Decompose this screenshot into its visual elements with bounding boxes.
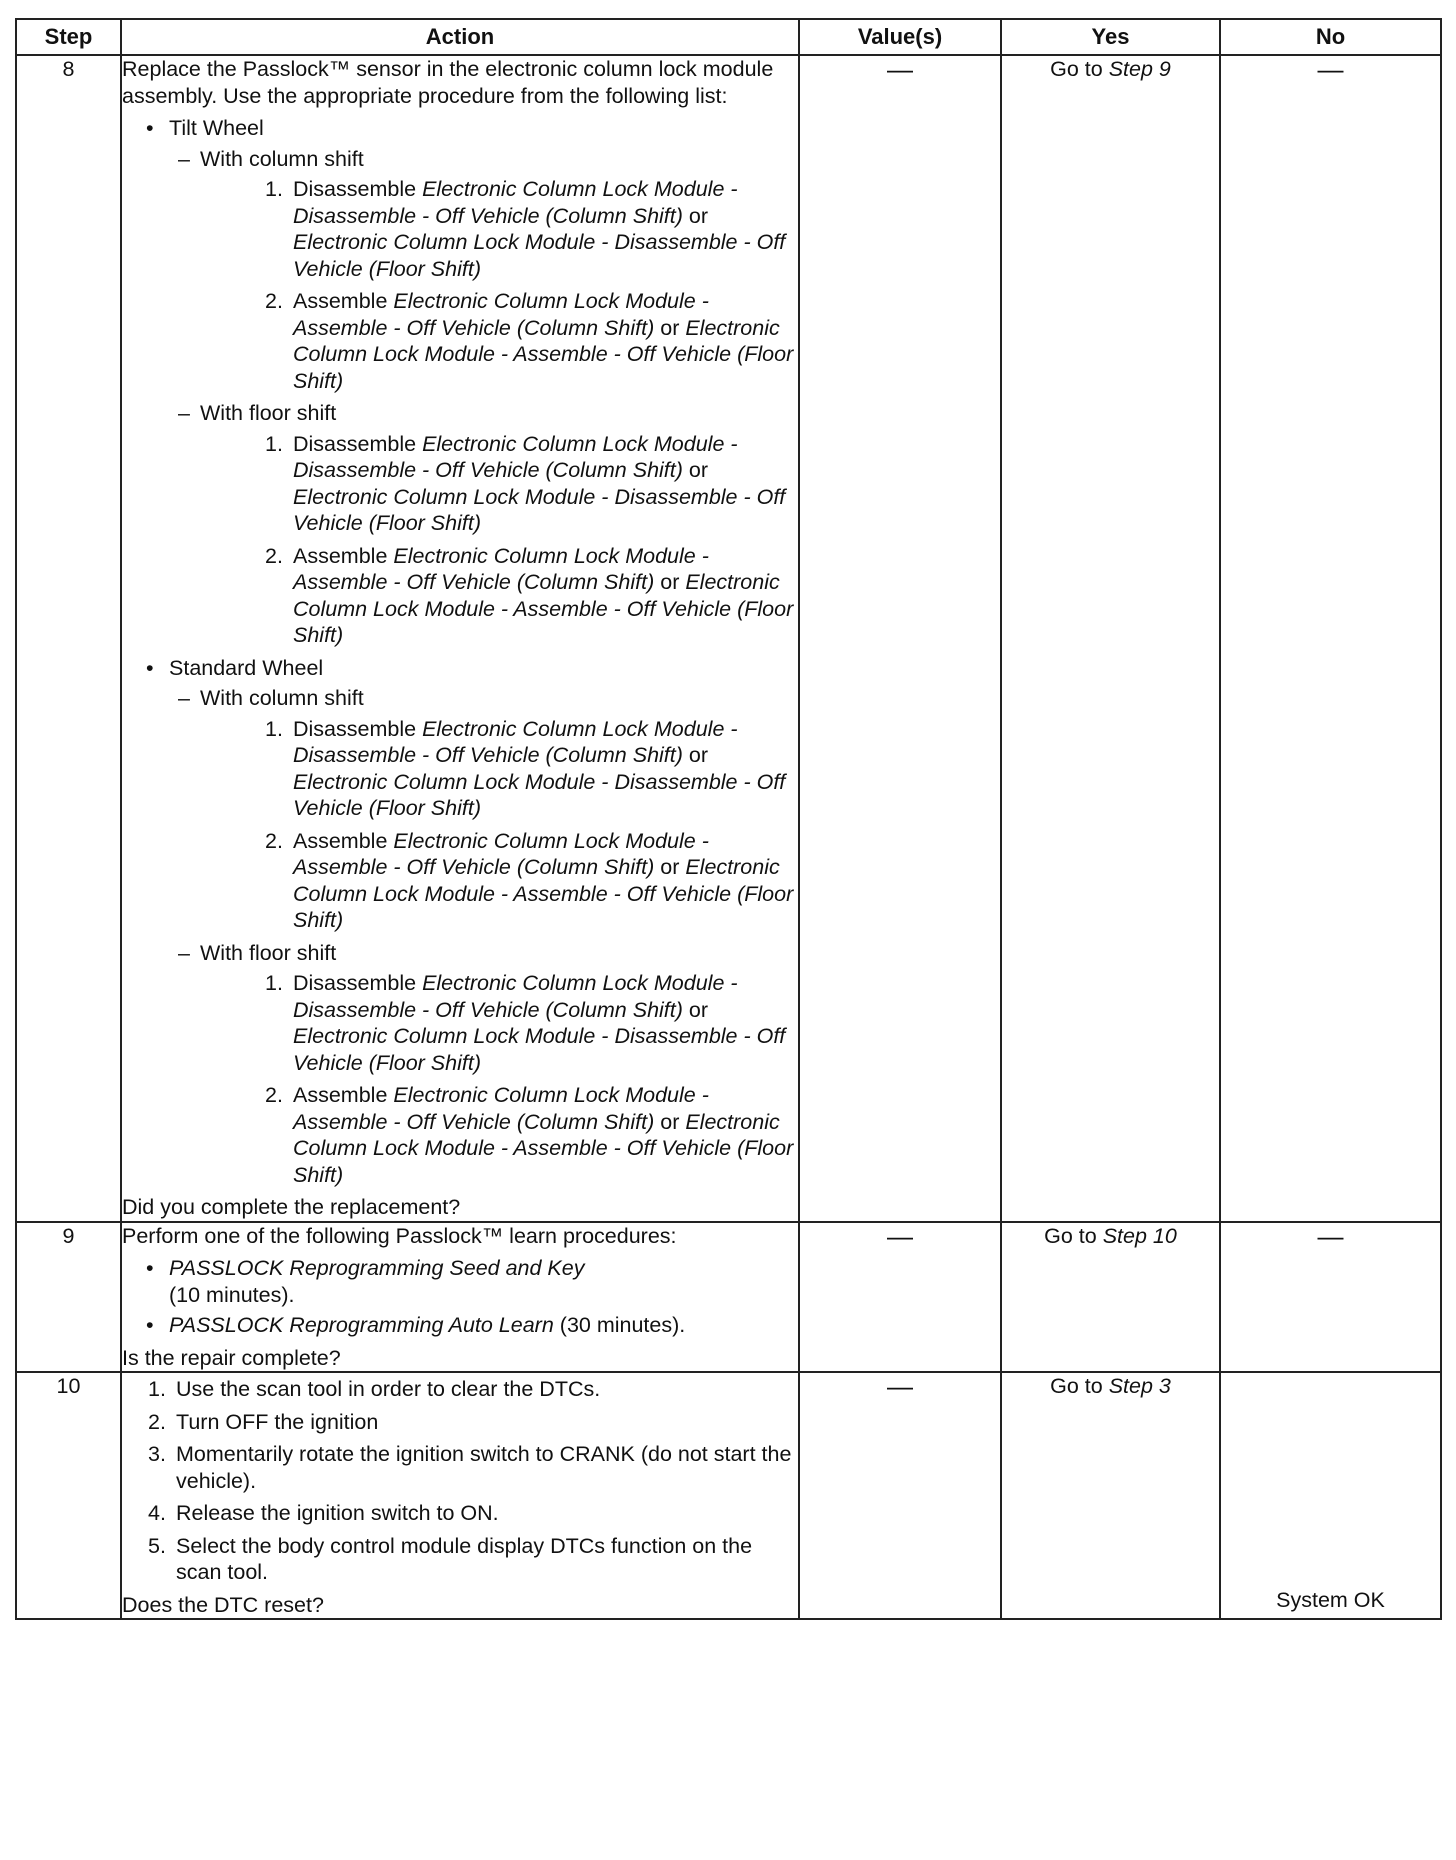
wheel-type-label: Tilt Wheel: [169, 116, 264, 140]
cross-reference[interactable]: Electronic Column Lock Module - Disassemble - Off Vehicle (Floor Shift): [293, 1024, 786, 1075]
shift-type-label: With column shift: [200, 146, 364, 171]
list-item: • PASSLOCK Reprogramming Seed and Key (10 minutes).: [146, 1256, 585, 1307]
dash-icon: –: [178, 686, 190, 710]
action-question: Is the repair complete?: [122, 1345, 341, 1370]
dash-icon: –: [178, 401, 190, 425]
bullet-icon: •: [146, 1256, 154, 1280]
list-item: 4. Release the ignition switch to ON.: [148, 1501, 499, 1525]
header-row: [16, 19, 1441, 55]
yes-cell: Go to Step 3: [1001, 1372, 1220, 1619]
header-yes: Yes: [1001, 19, 1220, 55]
cross-reference[interactable]: PASSLOCK Reprogramming Auto Learn: [169, 1313, 554, 1337]
table-row-step-10: [16, 1372, 1441, 1619]
list-item: • PASSLOCK Reprogramming Auto Learn (30 minutes).: [146, 1313, 686, 1337]
table-row-step-9: [16, 1222, 1441, 1373]
cross-reference[interactable]: Electronic Column Lock Module - Assemble - Off Vehicle (Floor Shift): [293, 315, 794, 393]
cross-reference[interactable]: Electronic Column Lock Module - Assemble - Off Vehicle (Floor Shift): [293, 570, 794, 647]
shift-type-label: With column shift: [200, 686, 364, 710]
cross-reference[interactable]: Electronic Column Lock Module - Assemble - Off Vehicle (Column Shift): [293, 289, 709, 340]
cross-reference[interactable]: Electronic Column Lock Module - Disassemble - Off Vehicle (Column Shift): [293, 177, 738, 228]
cross-reference[interactable]: Electronic Column Lock Module - Disassemble - Off Vehicle (Floor Shift): [293, 769, 786, 820]
header-step: Step: [16, 19, 121, 55]
cross-reference[interactable]: Electronic Column Lock Module - Assemble - Off Vehicle (Column Shift): [293, 1083, 709, 1134]
cross-reference[interactable]: Electronic Column Lock Module - Assemble - Off Vehicle (Column Shift): [293, 543, 709, 594]
go-to-step-link[interactable]: Step 10: [1102, 1223, 1177, 1248]
cross-reference[interactable]: Electronic Column Lock Module - Assemble - Off Vehicle (Floor Shift): [293, 1109, 794, 1187]
value-cell: —: [799, 1222, 1001, 1373]
go-to-step-link[interactable]: Step 3: [1108, 1374, 1171, 1398]
cross-reference[interactable]: PASSLOCK Reprogramming Seed and Key: [169, 1256, 585, 1280]
cross-reference[interactable]: Electronic Column Lock Module - Assemble - Off Vehicle (Column Shift): [293, 828, 709, 879]
shift-type-label: With floor shift: [200, 940, 337, 965]
dash-icon: –: [178, 940, 190, 965]
value-cell: —: [799, 1372, 1001, 1619]
yes-cell: Go to Step 9: [1001, 55, 1220, 1222]
list-item: 2. Turn OFF the ignition: [148, 1409, 379, 1434]
cross-reference[interactable]: Electronic Column Lock Module - Disassemble - Off Vehicle (Column Shift): [293, 431, 738, 482]
dash-icon: –: [178, 146, 190, 171]
cross-reference[interactable]: Electronic Column Lock Module - Disassemble - Off Vehicle (Column Shift): [293, 716, 738, 767]
bullet-icon: •: [146, 116, 154, 140]
action-question: Did you complete the replacement?: [122, 1195, 461, 1219]
action-cell: [121, 55, 799, 1222]
action-intro: Perform one of the following Passlock™ learn procedures:: [122, 1223, 677, 1248]
bullet-icon: •: [146, 1313, 154, 1337]
no-cell: System OK: [1220, 1372, 1441, 1619]
list-item: 1. Use the scan tool in order to clear the DTCs.: [148, 1377, 601, 1401]
cross-reference[interactable]: Electronic Column Lock Module - Disassemble - Off Vehicle (Column Shift): [293, 971, 738, 1022]
list-item: 2. Assemble Electronic Column Lock Module - Assemble - Off Vehicle (Column Shift) or Electronic Column Lock Module - Assemble - Off Vehicle (Floor Shift): [265, 543, 794, 647]
wheel-type-label: Standard Wheel: [169, 655, 324, 680]
shift-type-label: With floor shift: [200, 401, 337, 425]
list-item: 1. Disassemble Electronic Column Lock Module - Disassemble - Off Vehicle (Column Shift) or Electronic Column Lock Module - Disassemble - Off Vehicle (Floor Shift): [265, 716, 786, 820]
list-item: 1. Disassemble Electronic Column Lock Module - Disassemble - Off Vehicle (Column Shift) or Electronic Column Lock Module - Disassemble - Off Vehicle (Floor Shift): [265, 971, 786, 1075]
list-item: [122, 115, 798, 142]
go-to-step-link[interactable]: Step 9: [1108, 57, 1171, 81]
step-number: 10: [16, 1372, 121, 1619]
cross-reference[interactable]: Electronic Column Lock Module - Disassemble - Off Vehicle (Floor Shift): [293, 230, 786, 281]
action-cell: [121, 1372, 799, 1619]
cross-reference[interactable]: Electronic Column Lock Module - Assemble - Off Vehicle (Floor Shift): [293, 855, 794, 932]
list-item: 2. Assemble Electronic Column Lock Module - Assemble - Off Vehicle (Column Shift) or Electronic Column Lock Module - Assemble - Off Vehicle (Floor Shift): [265, 289, 794, 393]
list-item: 1. Disassemble Electronic Column Lock Module - Disassemble - Off Vehicle (Column Shift) or Electronic Column Lock Module - Disassemble - Off Vehicle (Floor Shift): [265, 431, 786, 535]
cross-reference[interactable]: Electronic Column Lock Module - Disassemble - Off Vehicle (Floor Shift): [293, 484, 786, 535]
no-cell: —: [1220, 1222, 1441, 1373]
action-intro: Replace the Passlock™ sensor in the electronic column lock module assembly. Use the appropriate procedure from the following list:: [122, 57, 774, 108]
header-values: Value(s): [799, 19, 1001, 55]
list-item: 3. Momentarily rotate the ignition switch to CRANK (do not start the vehicle).: [148, 1442, 792, 1493]
step-number: 8: [16, 55, 121, 1222]
step-number: 9: [16, 1222, 121, 1373]
action-cell: [121, 1222, 799, 1373]
list-item: 2. Assemble Electronic Column Lock Module - Assemble - Off Vehicle (Column Shift) or Electronic Column Lock Module - Assemble - Off Vehicle (Floor Shift): [265, 1083, 794, 1187]
list-item: [122, 685, 798, 712]
yes-cell: Go to Step 10: [1001, 1222, 1220, 1373]
list-item: 1. Disassemble Electronic Column Lock Module - Disassemble - Off Vehicle (Column Shift) or Electronic Column Lock Module - Disassemble - Off Vehicle (Floor Shift): [265, 177, 786, 281]
table-row-step-8: [16, 55, 1441, 1222]
header-no: No: [1220, 19, 1441, 55]
bullet-icon: •: [146, 655, 154, 680]
diagnostic-procedure-table: [15, 18, 1442, 1620]
list-item: 5. Select the body control module display DTCs function on the scan tool.: [148, 1533, 753, 1584]
list-item: [122, 400, 798, 427]
value-cell: —: [799, 55, 1001, 1222]
list-item: [122, 655, 798, 682]
list-item: [122, 146, 798, 173]
action-question: Does the DTC reset?: [122, 1592, 324, 1617]
no-cell: —: [1220, 55, 1441, 1222]
header-action: Action: [121, 19, 799, 55]
list-item: [122, 940, 798, 967]
list-item: 2. Assemble Electronic Column Lock Module - Assemble - Off Vehicle (Column Shift) or Electronic Column Lock Module - Assemble - Off Vehicle (Floor Shift): [265, 828, 794, 932]
